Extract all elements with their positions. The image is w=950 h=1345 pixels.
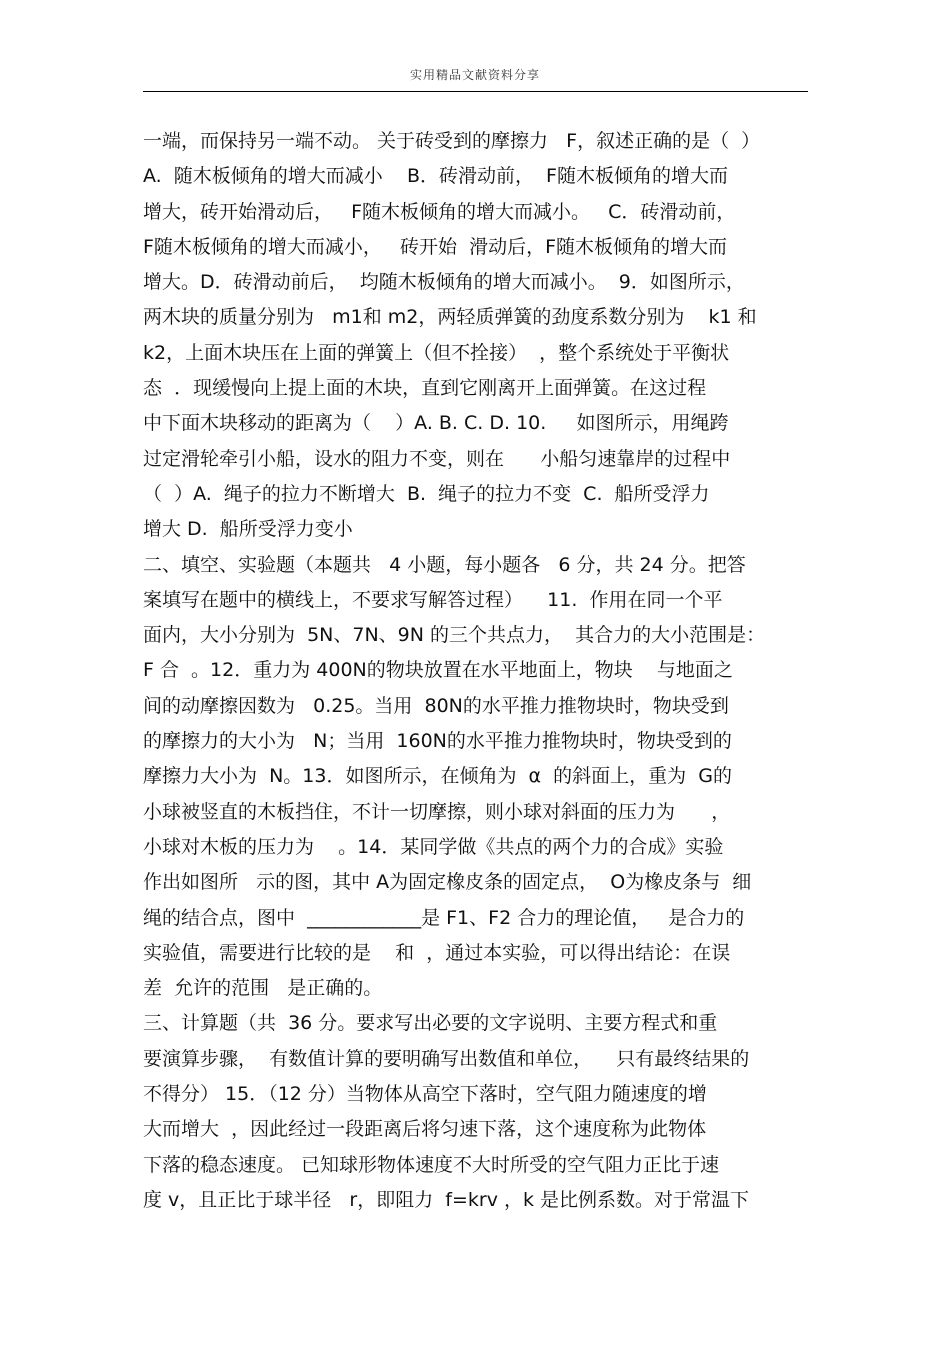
text-line: 要演算步骤， 有数值计算的要明确写出数值和单位， 只有最终结果的 — [143, 1047, 750, 1070]
text-line: 过定滑轮牵引小船，设水的阻力不变，则在 小船匀速靠岸的过程中 — [143, 447, 731, 470]
header-divider — [143, 91, 808, 92]
text-line: A. 随木板倾角的增大而减小 B．砖滑动前， F随木板倾角的增大而 — [143, 165, 728, 188]
text-line: 面内，大小分别为 5N、7N、9N 的三个共点力， 其合力的大小范围是： — [143, 624, 766, 647]
text-line: 增大，砖开始滑动后， F随木板倾角的增大而减小。 C．砖滑动前， — [143, 200, 736, 223]
text-line: F随木板倾角的增大而减小， 砖开始 滑动后，F随木板倾角的增大而 — [143, 235, 728, 258]
document-body — [143, 124, 813, 1218]
text-line: 的摩擦力的大小为 N；当用 160N的水平推力推物块时，物块受到的 — [143, 730, 732, 753]
text-line: 差 允许的范围 是正确的。 — [143, 977, 383, 1000]
text-line: 间的动摩擦因数为 0.25。当用 80N的水平推力推物块时，物块受到 — [143, 694, 729, 717]
text-line: 小球对木板的压力为 。14．某同学做《共点的两个力的合成》实验 — [143, 835, 724, 858]
text-line-with-blank: 绳的结合点，图中 ____________是 F1、F2 合力的理论值， 是合力的 — [143, 906, 745, 929]
text-line: 态 ．现缓慢向上提上面的木块，直到它刚离开上面弹簧。在这过程 — [143, 377, 707, 400]
text-line: 小球被竖直的木板挡住，不计一切摩擦，则小球对斜面的压力为 ， — [143, 800, 731, 823]
text-line: 不得分） 15．（12 分）当物体从高空下落时，空气阻力随速度的增 — [143, 1083, 707, 1106]
section-heading-line: 二、填空、实验题（本题共 4 小题，每小题各 6 分，共 24 分。把答 — [143, 553, 746, 576]
text-line: （ ）A. 绳子的拉力不断增大 B. 绳子的拉力不变 C. 船所受浮力 — [143, 482, 710, 505]
text-line: F 合 。12．重力为 400N的物块放置在水平地面上，物块 与地面之 — [143, 659, 733, 682]
text-line: 中下面木块移动的距离为（ ）A. B. C. D. 10. 如图所示，用绳跨 — [143, 412, 729, 435]
text-line: 一端，而保持另一端不动。 关于砖受到的摩擦力 F，叙述正确的是（ ） — [143, 130, 761, 152]
text-line: 增大 D. 船所受浮力变小 — [143, 518, 353, 541]
page-header: 实用精品文献资料分享 — [409, 68, 540, 82]
text-line: 两木块的质量分别为 m1和 m2，两轻质弹簧的劲度系数分别为 k1 和 — [143, 306, 757, 329]
text-line: 摩擦力大小为 N。13．如图所示，在倾角为 α 的斜面上，重为 G的 — [143, 765, 732, 788]
text-line: 实验值，需要进行比较的是 和 ，通过本实验，可以得出结论：在误 — [143, 941, 731, 964]
text-line: 下落的稳态速度。 已知球形物体速度不大时所受的空气阻力正比于速 — [143, 1153, 720, 1176]
text-line: 作出如图所 示的图，其中 A为固定橡皮条的固定点， O为橡皮条与 细 — [143, 871, 752, 894]
text-line: 度 v，且正比于球半径 r，即阻力 f=krv ，k 是比例系数。对于常温下 — [143, 1188, 750, 1211]
text-line: 案填写在题中的横线上，不要求写解答过程） 11. 作用在同一个平 — [143, 588, 723, 611]
text-line: 增大。D．砖滑动前后， 均随木板倾角的增大而减小。 9．如图所示， — [143, 271, 745, 294]
text-line: k2，上面木块压在上面的弹簧上（但不拴接） ，整个系统处于平衡状 — [143, 341, 730, 364]
text-line: 大而增大 ，因此经过一段距离后将匀速下落，这个速度称为此物体 — [143, 1118, 707, 1141]
section-heading-line: 三、计算题（共 36 分。要求写出必要的文字说明、主要方程式和重 — [143, 1012, 718, 1035]
